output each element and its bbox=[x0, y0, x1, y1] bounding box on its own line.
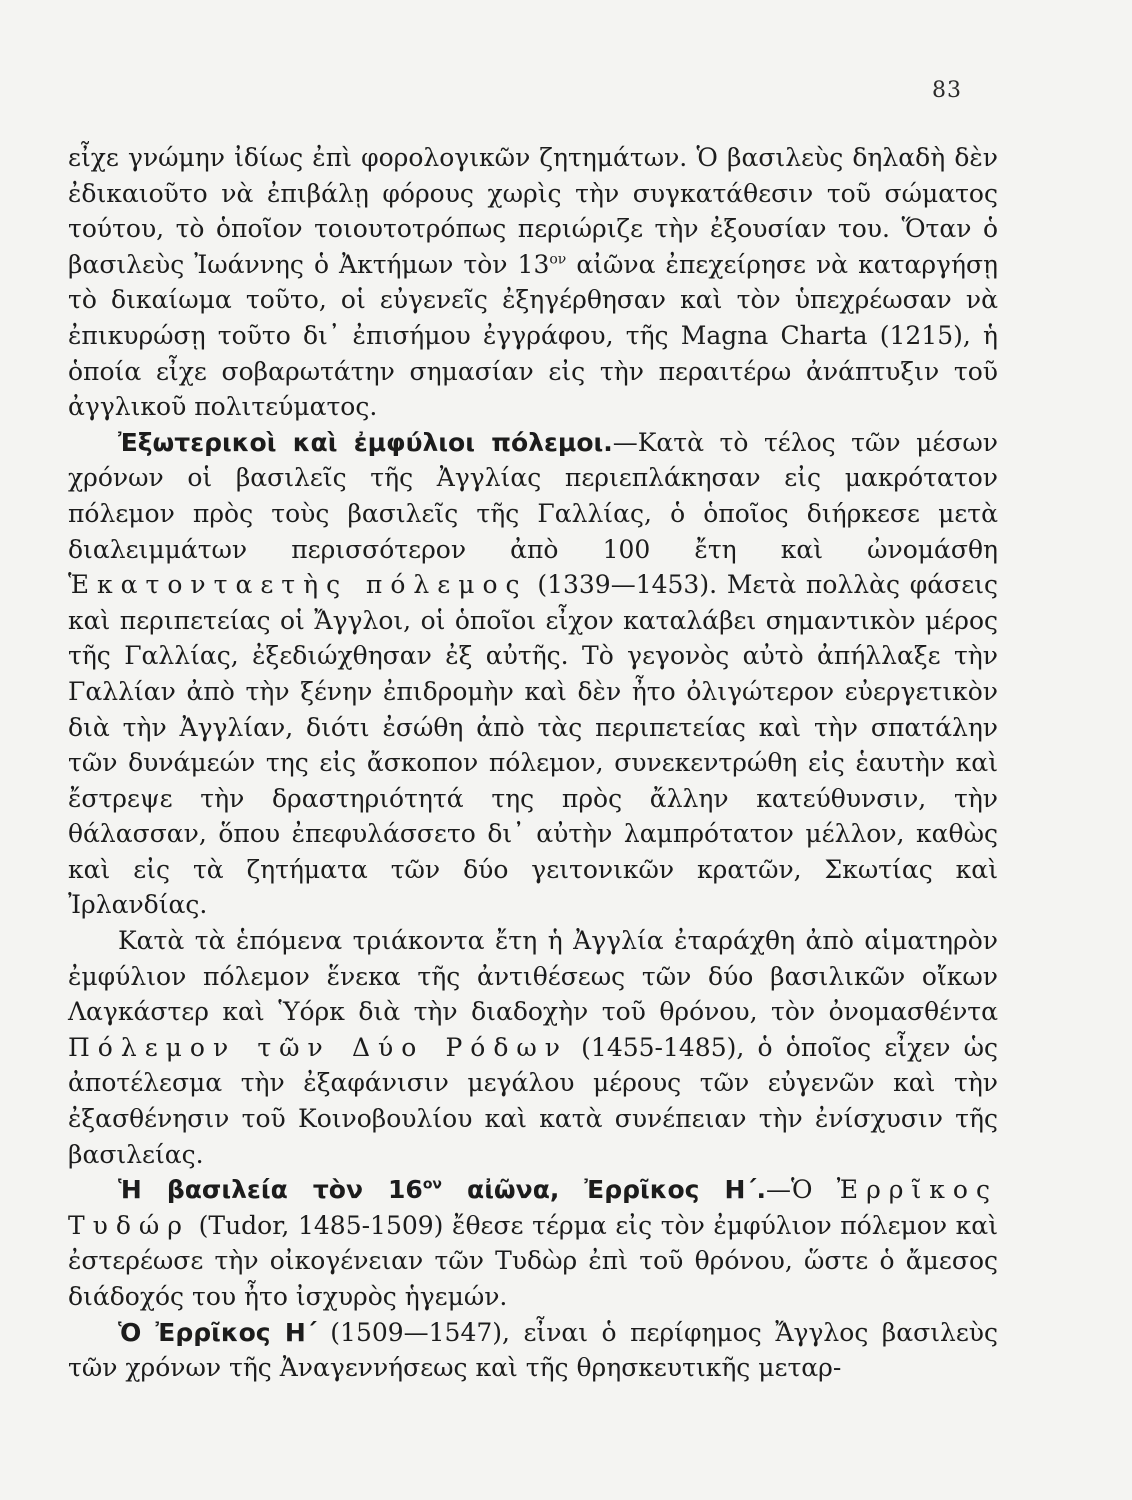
section-heading-16th-century bbox=[118, 1175, 766, 1204]
paragraph-text: (1455-1485), ὁ ὁποῖος εἶχεν ὡς ἀποτέλεσμα τὴν ἐξαφάνισιν μεγάλου μέρους τῶν εὐγενῶν καὶ τὴν ἐξασθένησιν τοῦ Κοινοβουλίου καὶ κατὰ συνέπειαν τὴν ἐνίσχυσιν τῆς βασιλείας. bbox=[68, 1032, 998, 1169]
paragraph-parliament-magna-charta bbox=[68, 140, 998, 425]
section-heading-henry-viii: Ὁ Ἐρρῖκος Η΄ bbox=[118, 1317, 317, 1347]
ordinal-suffix: ον bbox=[422, 1176, 442, 1193]
ordinal-suffix: ον bbox=[549, 251, 567, 268]
section-heading-wars: Ἐξωτερικοὶ καὶ ἐμφύλιοι πόλεμοι. bbox=[118, 427, 613, 457]
page-number: 83 bbox=[932, 78, 962, 103]
paragraph-text: (1509—1547), εἶναι ὁ περίφημος Ἄγγλος βασιλεὺς τῶν χρόνων τῆς Ἀναγεννήσεως καὶ τῆς θρησκευτικῆς μεταρ- bbox=[68, 1317, 998, 1383]
emphasized-term: Πόλεμον τῶν Δύο Ρόδων bbox=[68, 1032, 568, 1062]
emphasized-term: Ἐρρῖκος Τυδώρ bbox=[68, 1175, 998, 1240]
paragraph-text: —Ὁ bbox=[766, 1175, 837, 1205]
paragraph-foreign-civil-wars bbox=[68, 425, 998, 923]
heading-text: αἰῶνα, Ἐρρῖκος Η΄. bbox=[441, 1175, 766, 1205]
paragraph-henry-viii bbox=[68, 1315, 998, 1386]
paragraph-text: αἰῶνα ἐπεχείρησε νὰ καταργήσῃ τὸ δικαίωμα τοῦτο, οἱ εὐγενεῖς ἐξηγέρθησαν καὶ τὸν ὑπεχρέωσαν νὰ ἐπικυρώσῃ τοῦτο δι᾽ ἐπισήμου ἐγγράφου, τῆς Magna Charta (1215), ἡ ὁποία εἶχε σοβαρωτάτην σημασίαν εἰς τὴν περαιτέρω ἀνάπτυξιν τοῦ ἀγγλικοῦ πολιτεύματος. bbox=[68, 249, 998, 422]
paragraph-text: Κατὰ τὰ ἑπόμενα τριάκοντα ἔτη ἡ Ἀγγλία ἐταράχθη ἀπὸ αἱματηρὸν ἐμφύλιον πόλεμον ἕνεκα τῆς ἀντιθέσεως τῶν δύο βασιλικῶν οἴκων Λαγκάστερ καὶ Ὑόρκ διὰ τὴν διαδοχὴν τοῦ θρόνου, τὸν ὀνομασθέντα bbox=[68, 926, 998, 1027]
paragraph-text: (Tudor, 1485-1509) ἔθεσε τέρμα εἰς τὸν ἐμφύλιον πόλεμον καὶ ἐστερέωσε τὴν οἰκογένειαν τῶν Τυδὼρ ἐπὶ τοῦ θρόνου, ὥστε ὁ ἄμεσος διάδοχός του ἦτο ἰσχυρὸς ἡγεμών. bbox=[68, 1210, 998, 1311]
paragraph-wars-of-roses bbox=[68, 923, 998, 1172]
document-body bbox=[68, 140, 998, 1386]
paragraph-henry-vii bbox=[68, 1172, 998, 1314]
emphasized-term: Ἑκατονταετὴς πόλεμος bbox=[68, 570, 528, 600]
paragraph-text: εἶχε γνώμην ἰδίως ἐπὶ φορολογικῶν ζητημάτων. Ὁ βασιλεὺς δηλαδὴ δὲν ἐδικαιοῦτο νὰ ἐπιβάλῃ φόρους χωρὶς τὴν συγκατάθεσιν τοῦ σώματος τούτου, τὸ ὁποῖον τοιουτοτρόπως περιώριζε τὴν ἐξουσίαν του. Ὅταν ὁ βασιλεὺς Ἰωάννης ὁ Ἀκτήμων τὸν 13 bbox=[68, 143, 998, 279]
paragraph-text: (1339—1453). Μετὰ πολλὰς φάσεις καὶ περιπετείας οἱ Ἄγγλοι, οἱ ὁποῖοι εἶχον καταλάβει σημαντικὸν μέρος τῆς Γαλλίας, ἐξεδιώχθησαν ἐξ αὐτῆς. Τὸ γεγονὸς αὐτὸ ἀπήλλαξε τὴν Γαλλίαν ἀπὸ τὴν ξένην ἐπιδρομὴν καὶ δὲν ἦτο ὀλιγώτερον εὐεργετικὸν διὰ τὴν Ἀγγλίαν, διότι ἐσώθη ἀπὸ τὰς περιπετείας καὶ τὴν σπατάλην τῶν δυνάμεών της εἰς ἄσκοπον πόλεμον, συνεκεντρώθη εἰς ἑαυτὴν καὶ ἔστρεψε τὴν δραστηριότητά της πρὸς ἄλλην κατεύθυνσιν, τὴν θάλασσαν, ὅπου ἐπεφυλάσσετο δι᾽ αὐτὴν λαμπρότατον μέλλον, καθὼς καὶ εἰς τὰ ζητήματα τῶν δύο γειτονικῶν κρατῶν, Σκωτίας καὶ Ἰρλανδίας. bbox=[68, 570, 999, 920]
paragraph-text: —Κατὰ τὸ τέλος τῶν μέσων χρόνων οἱ βασιλεῖς τῆς Ἀγγλίας περιεπλάκησαν εἰς μακρότατον πόλεμον πρὸς τοὺς βασιλεῖς τῆς Γαλλίας, ὁ ὁποῖος διήρκεσε μετὰ διαλειμμάτων περισσότερον ἀπὸ 100 ἔτη καὶ ὠνομάσθη bbox=[68, 427, 998, 564]
heading-text: Ἡ βασιλεία τὸν 16 bbox=[118, 1175, 423, 1205]
